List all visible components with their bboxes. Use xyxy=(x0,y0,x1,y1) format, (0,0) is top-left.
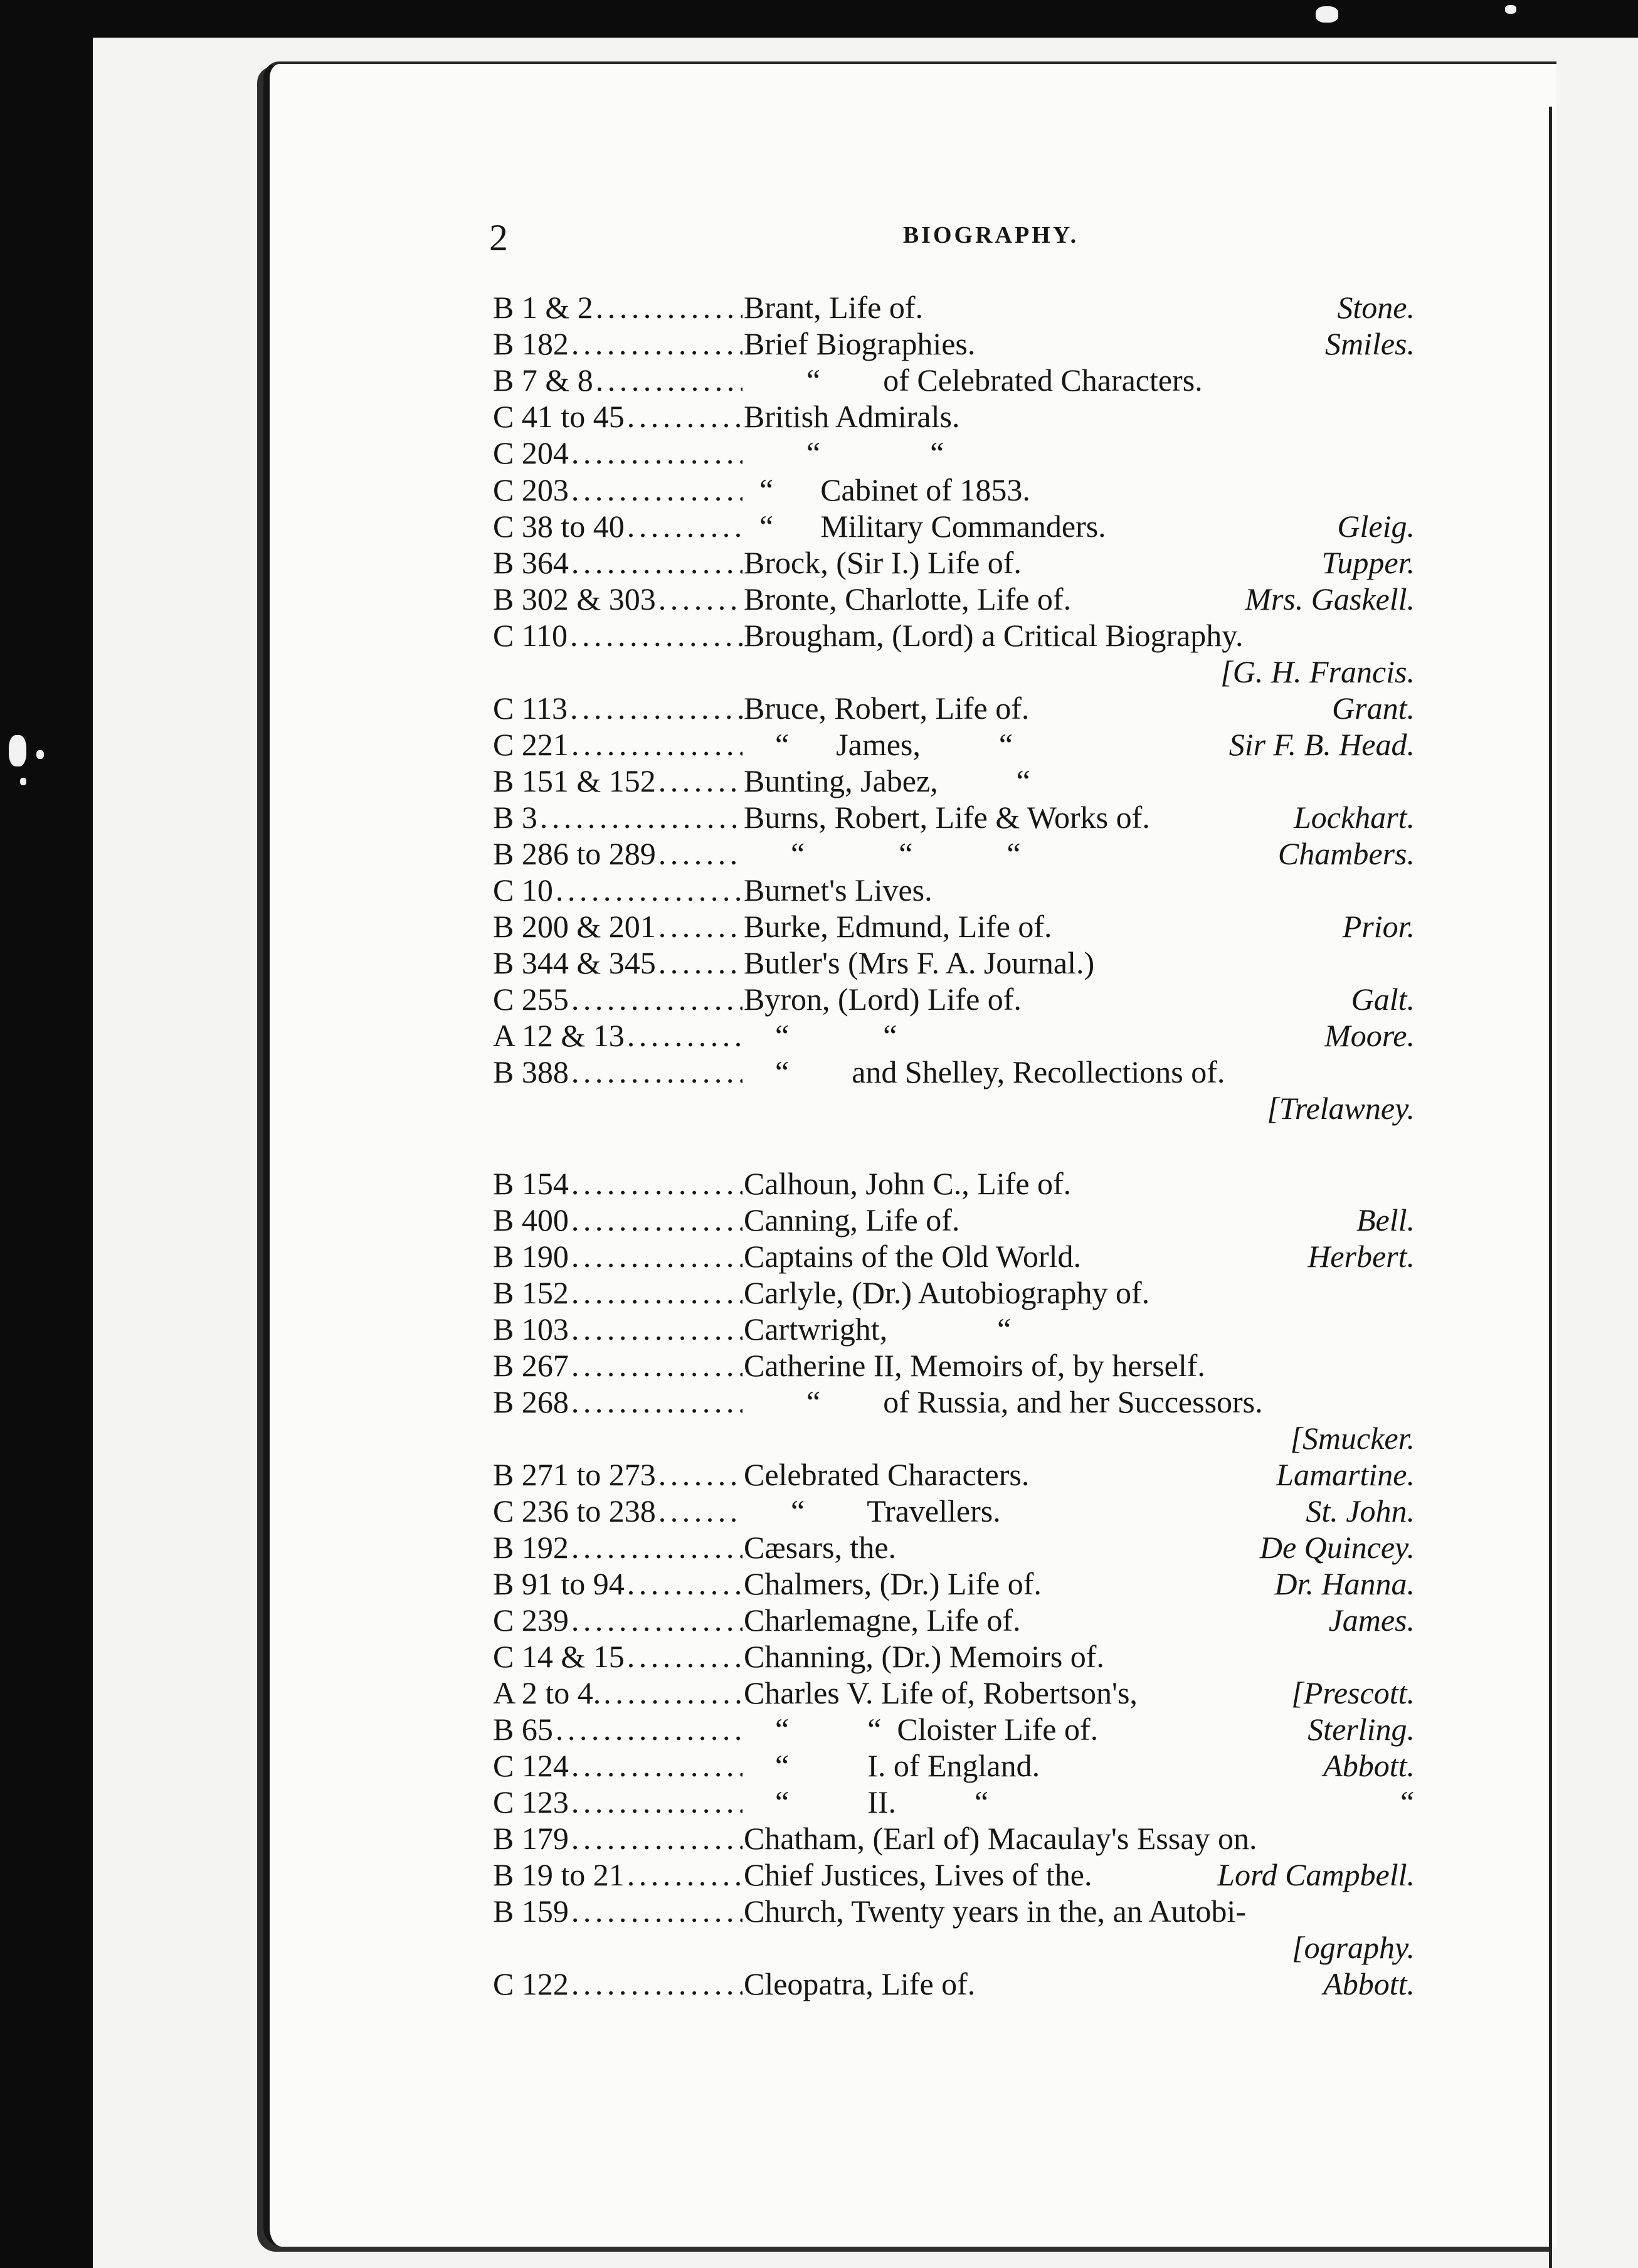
entry-title: Chief Justices, Lives of the. xyxy=(744,1857,1092,1892)
entry-reference: B 268 . . . xyxy=(493,1383,742,1421)
entry-author: Abbott. xyxy=(1323,1966,1415,2001)
entry-author: [Prescott. xyxy=(1291,1675,1415,1710)
entry-reference: C 113 . . . xyxy=(493,689,742,727)
catalogue-entry xyxy=(493,980,1415,1018)
entry-title: Brougham, (Lord) a Critical Biography. xyxy=(744,618,1244,653)
catalogue-entry xyxy=(493,908,1415,945)
entry-reference: B 267 . . . xyxy=(493,1347,742,1384)
catalogue-entry xyxy=(493,835,1415,872)
catalogue-entry xyxy=(493,580,1415,618)
entry-title: Burns, Robert, Life & Works of. xyxy=(744,800,1150,835)
entry-author: Galt. xyxy=(1351,982,1415,1017)
catalogue-entry xyxy=(493,1747,1415,1784)
entry-reference: B 364 . . . xyxy=(493,544,742,581)
entry-reference: B 192 . . . xyxy=(493,1529,742,1566)
entry-author: Lamartine. xyxy=(1276,1457,1415,1492)
entry-title: Church, Twenty years in the, an Autobi- xyxy=(744,1894,1246,1929)
entry-title: “ I. of England. xyxy=(744,1748,1040,1783)
entry-title: “ “ “ xyxy=(744,836,1021,871)
entry-author: Moore. xyxy=(1324,1018,1415,1053)
entry-reference: C 124 . . . xyxy=(493,1747,742,1784)
entry-author: Dr. Hanna. xyxy=(1274,1566,1415,1601)
entry-title: British Admirals. xyxy=(744,399,960,434)
entry-title: Chatham, (Earl of) Macaulay's Essay on. xyxy=(744,1821,1257,1856)
catalogue-entry xyxy=(493,1856,1415,1894)
catalogue-entry xyxy=(493,1201,1415,1239)
section-title: BIOGRAPHY. xyxy=(902,222,1079,248)
catalogue-entry xyxy=(493,289,1415,326)
catalogue-entry xyxy=(493,544,1415,581)
entry-author: Prior. xyxy=(1342,909,1415,944)
entry-title: Channing, (Dr.) Memoirs of. xyxy=(744,1639,1104,1674)
entry-title: “ “ xyxy=(744,435,944,470)
entry-title: Catherine II, Memoirs of, by herself. xyxy=(744,1348,1205,1383)
entry-reference: C 204 . . . xyxy=(493,434,742,472)
entry-reference: B 159 . . . xyxy=(493,1892,742,1930)
entry-reference: B 271 to 273 . . . xyxy=(493,1456,742,1493)
entry-title: “ “ xyxy=(744,1018,897,1053)
entry-title: Captains of the Old World. xyxy=(744,1239,1082,1274)
entry-author: Grant. xyxy=(1332,691,1415,726)
entry-reference: C 123 . . . xyxy=(493,1783,742,1821)
entry-reference: A 12 & 13 . . . xyxy=(493,1017,742,1054)
entry-reference: C 203 . . . xyxy=(493,471,742,509)
catalogue-entry xyxy=(493,471,1415,509)
catalogue-entry xyxy=(493,325,1415,363)
catalogue-entry xyxy=(493,1053,1415,1091)
entry-title: “ “ Cloister Life of. xyxy=(744,1712,1099,1747)
entry-title: “ Cabinet of 1853. xyxy=(744,472,1030,507)
catalogue-entry xyxy=(493,1965,1415,2003)
entry-reference: B 182 . . . xyxy=(493,325,742,363)
entry-author: [ography. xyxy=(1292,1930,1415,1965)
entry-title: Canning, Life of. xyxy=(744,1202,960,1237)
catalogue-entry xyxy=(493,1492,1415,1530)
entry-title: Burnet's Lives. xyxy=(744,872,933,908)
catalogue-entry xyxy=(493,1565,1415,1603)
catalogue-entry xyxy=(493,1383,1415,1421)
entry-reference: B 179 . . . xyxy=(493,1820,742,1857)
entry-reference: C 236 to 238 . . . xyxy=(493,1492,742,1530)
entry-title: Byron, (Lord) Life of. xyxy=(744,982,1022,1017)
entry-reference: B 190 . . . xyxy=(493,1237,742,1275)
catalogue-entry xyxy=(493,1929,1415,1966)
entry-title: “ Travellers. xyxy=(744,1493,1001,1529)
entry-title: Bunting, Jabez, “ xyxy=(744,763,1030,798)
entry-author: Gleig. xyxy=(1337,509,1415,544)
entry-title: Burke, Edmund, Life of. xyxy=(744,909,1052,944)
entry-author: [Trelawney. xyxy=(1267,1091,1415,1126)
catalogue-entry xyxy=(493,1820,1415,1857)
entry-reference: B 103 . . . xyxy=(493,1310,742,1348)
entry-author: Bell. xyxy=(1356,1202,1415,1237)
entry-title: Carlyle, (Dr.) Autobiography of. xyxy=(744,1275,1150,1310)
entry-reference: C 14 & 15 . . . xyxy=(493,1638,742,1675)
catalogue-entry xyxy=(493,1310,1415,1348)
entry-author: Sterling. xyxy=(1308,1712,1415,1747)
catalogue-entry xyxy=(493,1783,1415,1821)
entry-title: Brant, Life of. xyxy=(744,290,924,325)
entry-reference: B 154 . . . xyxy=(493,1165,742,1202)
catalogue-entry xyxy=(493,1017,1415,1054)
entry-author: Abbott. xyxy=(1323,1748,1415,1783)
entry-reference: B 344 & 345 . . . xyxy=(493,944,742,982)
entry-reference: C 10 . . . xyxy=(493,871,742,909)
entry-title: “ James, “ xyxy=(744,727,1013,762)
catalogue-entry xyxy=(493,1674,1415,1712)
entry-reference: B 151 & 152 . . . xyxy=(493,762,742,800)
entry-reference: B 65 . . . xyxy=(493,1710,742,1748)
entry-reference: B 286 to 289 . . . xyxy=(493,835,742,872)
entry-title: Charles V. Life of, Robertson's, xyxy=(744,1675,1138,1710)
entry-title: Charlemagne, Life of. xyxy=(744,1603,1021,1638)
entry-author: Sir F. B. Head. xyxy=(1228,727,1415,762)
catalogue-entry xyxy=(493,1165,1415,1202)
entry-author: Stone. xyxy=(1337,290,1415,325)
entry-author: [Smucker. xyxy=(1290,1421,1415,1456)
catalogue-entry xyxy=(493,944,1415,982)
entry-author: “ xyxy=(1397,1784,1415,1820)
entry-reference: C 221 . . . xyxy=(493,726,742,763)
catalogue-entry xyxy=(493,1710,1415,1748)
entry-author: De Quincey. xyxy=(1259,1530,1415,1565)
entry-reference: B 7 & 8 . . . xyxy=(493,361,742,399)
catalogue-entry xyxy=(493,1274,1415,1312)
catalogue-entry xyxy=(493,1529,1415,1566)
entry-reference: B 91 to 94 . . . xyxy=(493,1565,742,1603)
entry-author: St. John. xyxy=(1306,1493,1415,1529)
entry-reference: B 400 . . . xyxy=(493,1201,742,1239)
catalogue-entry xyxy=(493,726,1415,763)
catalogue-entry xyxy=(493,762,1415,800)
entry-author: Herbert. xyxy=(1308,1239,1415,1274)
entry-title: Brock, (Sir I.) Life of. xyxy=(744,545,1022,580)
entry-author: Mrs. Gaskell. xyxy=(1245,581,1415,617)
catalogue-entry xyxy=(493,1237,1415,1275)
entry-title: “ of Celebrated Characters. xyxy=(744,363,1203,398)
catalogue-entry xyxy=(493,507,1415,545)
entry-reference: A 2 to 4. . . . xyxy=(493,1674,742,1712)
catalogue-entry xyxy=(493,653,1415,691)
entry-title: “ II. “ xyxy=(744,1784,989,1820)
entry-title: Bruce, Robert, Life of. xyxy=(744,691,1030,726)
entry-title: Calhoun, John C., Life of. xyxy=(744,1166,1072,1201)
catalogue-entry xyxy=(493,1419,1415,1457)
entry-reference: C 122 . . . xyxy=(493,1965,742,2003)
entry-title: Bronte, Charlotte, Life of. xyxy=(744,581,1072,617)
catalogue-entry xyxy=(493,617,1415,654)
page-header xyxy=(489,216,1430,260)
entry-author: Smiles. xyxy=(1324,326,1415,361)
entry-title: Celebrated Characters. xyxy=(744,1457,1030,1492)
catalogue-entry xyxy=(493,1601,1415,1639)
entry-author: Tupper. xyxy=(1321,545,1415,580)
catalogue-entry xyxy=(493,689,1415,727)
entry-reference: C 38 to 40 . . . xyxy=(493,507,742,545)
entry-reference: B 302 & 303 . . . xyxy=(493,580,742,618)
catalogue-entry xyxy=(493,871,1415,909)
catalogue-entry xyxy=(493,1456,1415,1493)
entry-title: Chalmers, (Dr.) Life of. xyxy=(744,1566,1042,1601)
entry-reference: B 388 . . . xyxy=(493,1053,742,1091)
entry-author: Chambers. xyxy=(1277,836,1415,871)
catalogue-entry xyxy=(493,434,1415,472)
entry-title: Butler's (Mrs F. A. Journal.) xyxy=(744,945,1095,980)
entry-author: Lockhart. xyxy=(1293,800,1415,835)
catalogue-entry xyxy=(493,1089,1415,1127)
entry-title: Cæsars, the. xyxy=(744,1530,897,1565)
entry-reference: C 255 . . . xyxy=(493,980,742,1018)
entry-title: Cleopatra, Life of. xyxy=(744,1966,976,2001)
entry-title: Cartwright, “ xyxy=(744,1312,1012,1347)
catalogue-entry xyxy=(493,1347,1415,1384)
catalogue-entry xyxy=(493,1638,1415,1675)
entry-title: “ Military Commanders. xyxy=(744,509,1106,544)
entry-reference: C 41 to 45 . . . xyxy=(493,398,742,435)
entry-author: [G. H. Francis. xyxy=(1220,654,1415,689)
entry-reference: B 3 . . . xyxy=(493,798,742,836)
entry-reference: B 19 to 21 . . . xyxy=(493,1856,742,1894)
catalogue-entry xyxy=(493,361,1415,399)
entry-reference: B 152 . . . xyxy=(493,1274,742,1312)
entry-reference: C 239 . . . xyxy=(493,1601,742,1639)
entry-reference: C 110 . . . xyxy=(493,617,742,654)
page-edge-rule xyxy=(1549,107,1552,2268)
page-number: 2 xyxy=(489,217,508,258)
entry-reference: B 200 & 201 . . . xyxy=(493,908,742,945)
entry-reference: B 1 & 2 . . . xyxy=(493,289,742,326)
catalogue-entry xyxy=(493,1892,1415,1930)
entry-title: “ of Russia, and her Successors. xyxy=(744,1384,1263,1419)
entry-title: Brief Biographies. xyxy=(744,326,976,361)
entry-title: “ and Shelley, Recollections of. xyxy=(744,1054,1225,1089)
catalogue-entry xyxy=(493,798,1415,836)
entry-author: James. xyxy=(1328,1603,1415,1638)
catalogue-entry xyxy=(493,398,1415,435)
entry-author: Lord Campbell. xyxy=(1217,1857,1415,1892)
